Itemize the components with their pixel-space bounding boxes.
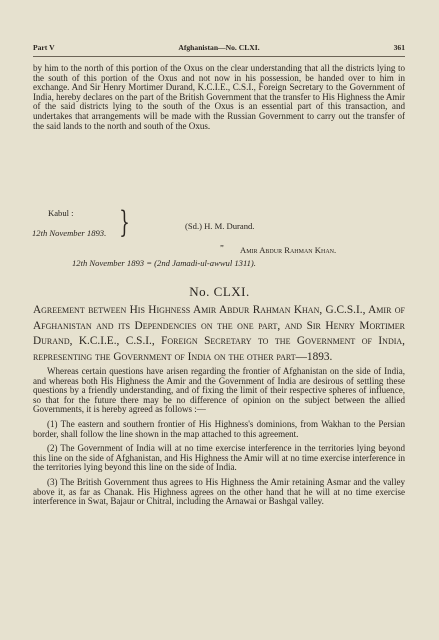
running-header — [33, 43, 405, 57]
preamble-paragraph: Whereas certain questions have arisen regarding the frontier of Afghanistan on the side of India, and whereas both His Highness the Amir and the Government of India are desirous of settling these questions by a friendly understanding, and of fixing the limit of their respective spheres of influence, so that for the future there may be no difference of opinion on the subject between the allied Governments, it is hereby agreed as follows :— — [33, 366, 405, 415]
agreement-heading: Agreement between His Highness Amir Abdur Rahman Khan, G.C.S.I., Amir of Afghanistan and its Dependencies on the one part, and Sir Henry Mortimer Durand, K.C.I.E., C.S.I., Foreign Secretary to the Government of India, representing the Government of India on the other part—1893. — [33, 304, 405, 363]
intro-block — [33, 64, 405, 131]
signature-date-left: 12th November 1893. — [32, 228, 107, 238]
treaty-number-title: No. CLXI. — [189, 284, 250, 299]
signature-amir: Amir Abdur Rahman Khan. — [240, 245, 337, 255]
signature-date-line: 12th November 1893 = (2nd Jamadi-ul-awwul 1311). — [72, 258, 256, 268]
clause-2: (2) The Government of India will at no time exercise interference in the territories lying beyond this line on the side of Afghanistan, and His Highness the Amir will at no time exercise interference in the territories lying beyond this line on the side of India. — [33, 443, 405, 473]
header-rule — [33, 56, 405, 57]
clause-1: (1) The eastern and southern frontier of His Highness's dominions, from Wakhan to the Persian border, shall follow the line shown in the map attached to this agreement. — [33, 418, 405, 439]
header-part: Part V — [33, 43, 55, 52]
agreement-body — [33, 367, 405, 507]
signature-place: Kabul : — [48, 208, 74, 218]
signature-durand: (Sd.) H. M. Durand. — [185, 221, 255, 231]
header-title: Afghanistan—No. CLXI. — [178, 43, 260, 52]
signature-brace: } — [119, 205, 130, 240]
signature-ditto: „ — [220, 238, 224, 248]
page-number: 361 — [393, 43, 405, 52]
clause-3: (3) The British Government thus agrees to His Highness the Amir retaining Asmar and the valley above it, as far as Chanak. His Highness agrees on the other hand that he will at no time exercise interference in Swat, Bajaur or Chitral, including the Arnawai or Bashgal valley. — [33, 476, 405, 507]
intro-paragraph: by him to the north of this portion of the Oxus on the clear understanding that all the districts lying to the south of this portion of the Oxus and not now in his possession, be handed over to him in exchange. And Sir Henry Mortimer Durand, K.C.I.E., C.S.I., Foreign Secretary to the Government of India, hereby declares on the part of the British Government that the transfer to His Highness the Amir of the said districts lying to the south of the Oxus is an essential part of this transaction, and undertakes that arrangements will be made with the Russian Government to carry out the transfer of the said lands to the north and south of the Oxus. — [33, 63, 405, 131]
